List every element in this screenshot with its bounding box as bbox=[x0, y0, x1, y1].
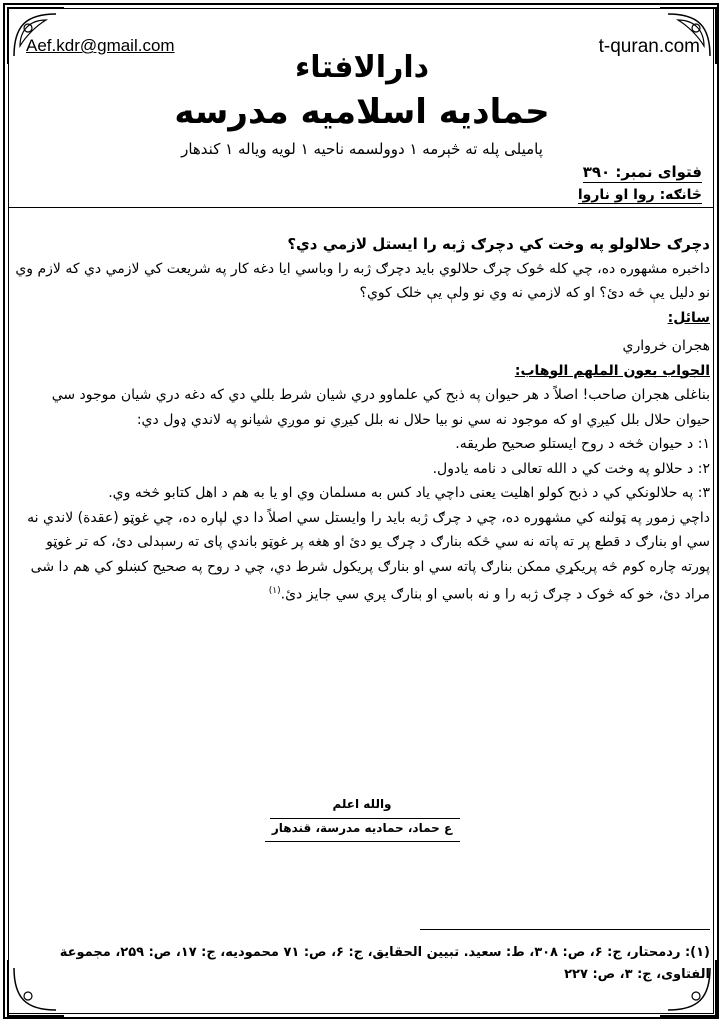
website-link[interactable]: t-quran.com bbox=[598, 36, 700, 57]
footnote-divider bbox=[420, 929, 710, 930]
signature-underline bbox=[265, 841, 460, 842]
answer-intro: بناغلی هجران صاحب! اصلاً د هر حیوان په ذبح کي علماوو دري شیان شرط بللي دي که دغه دري شیان موجود سي حیوان حلال بلل کیږي او که موجود نه سي نو بیا حلال نه بلل کیږي نو موږي شیانو په لاندي ډول دي: bbox=[51, 387, 710, 428]
question-title: دچرګ حلالولو په وخت کي دچرګ ژبه را ایستل لازمي دي؟ bbox=[287, 235, 710, 253]
list-item: ۱: د حیوان څخه د روح ایستلو صحیح طریقه. bbox=[455, 436, 710, 452]
email-link[interactable]: Aef.kdr@gmail.com bbox=[26, 36, 175, 55]
signature-underline bbox=[270, 818, 460, 819]
institution-name: حمادیه اسلامیه مدرسه bbox=[174, 92, 550, 132]
list-item: ۲: د حلالو په وخت کي د الله تعالی د نامه یادول. bbox=[432, 460, 710, 477]
answer-heading: الجواب بعون الملهم الوهاب: bbox=[514, 362, 710, 379]
closing-phrase: والله اعلم bbox=[332, 797, 392, 811]
fatwa-number: فتوای نمبر: ۳۹۰ bbox=[582, 163, 702, 181]
question-text: داخبره مشهوره ده، چي کله څوک چرګ حلالوي باید دچرګ ژبه را وباسي ایا دغه کار په شریعت کي لازمي دي که لازم وي نو دلیل یې څه دئ؟ او که لازمي نه وي نو ولې یې خلک کوي؟ bbox=[15, 260, 710, 301]
document-body bbox=[14, 232, 710, 607]
footnote-ref[interactable]: (۱) bbox=[268, 586, 281, 596]
header-divider bbox=[8, 207, 714, 208]
footnote-text: (۱): ردمحتار، ج: ۶، ص: ۳۰۸، ط: سعید. تبیین الحقایق، ج: ۶، ص: ۷۱ محمودیه، ج: ۱۷، ص: ۲۵۹، مجموعة الفتاوی، ج: ۳، ص: ۲۲۷ bbox=[59, 945, 710, 982]
asker-label: سائل: bbox=[667, 309, 710, 326]
answer-conclusion: داچي زموږ په ټولنه کي مشهوره ده، چي د چرګ ژبه باید را وایستل سي اصلاً دا دي لپاره ده، چي غوټو (عقدة) لاندي نه سي او بنارګ د قطع پر ته پاته نه سي څکه بنارګ د چرګ یو دئ او هغه پر غوټو باندي پای ته رسېدلی دئ، که تر غوټو پورته چاره کوم څه پریکړي ممکن بنارګ پاته سي او بنارګ پریکول شرط دي، چي د روح په صحیح کښلو کي هم دا شی مراد دئ، خو که څوک د چرګ ژبه را و نه باسي او بنارګ پري سي جایز دئ.$^{(۱)}$ bbox=[27, 509, 710, 603]
asker-name: هجران خرواري bbox=[622, 338, 710, 354]
address: پامیلی پله ته څېرمه ۱ دوولسمه ناحیه ۱ لویه ویاله ۱ کندهار bbox=[181, 140, 543, 158]
signature-block bbox=[0, 797, 724, 835]
page-title: دارالافتاء bbox=[294, 50, 430, 85]
signer-name: ع حماد، حمادیه مدرسة، قندهار bbox=[271, 821, 453, 835]
topic-label: څانګه: روا او ناروا bbox=[577, 187, 702, 203]
list-item: ۳: په حلالونکي کي د ذبح کولو اهلیت یعنی داچي یاد کس به مسلمان وي او یا به هم د اهل کتابو څخه وي. bbox=[108, 485, 710, 501]
